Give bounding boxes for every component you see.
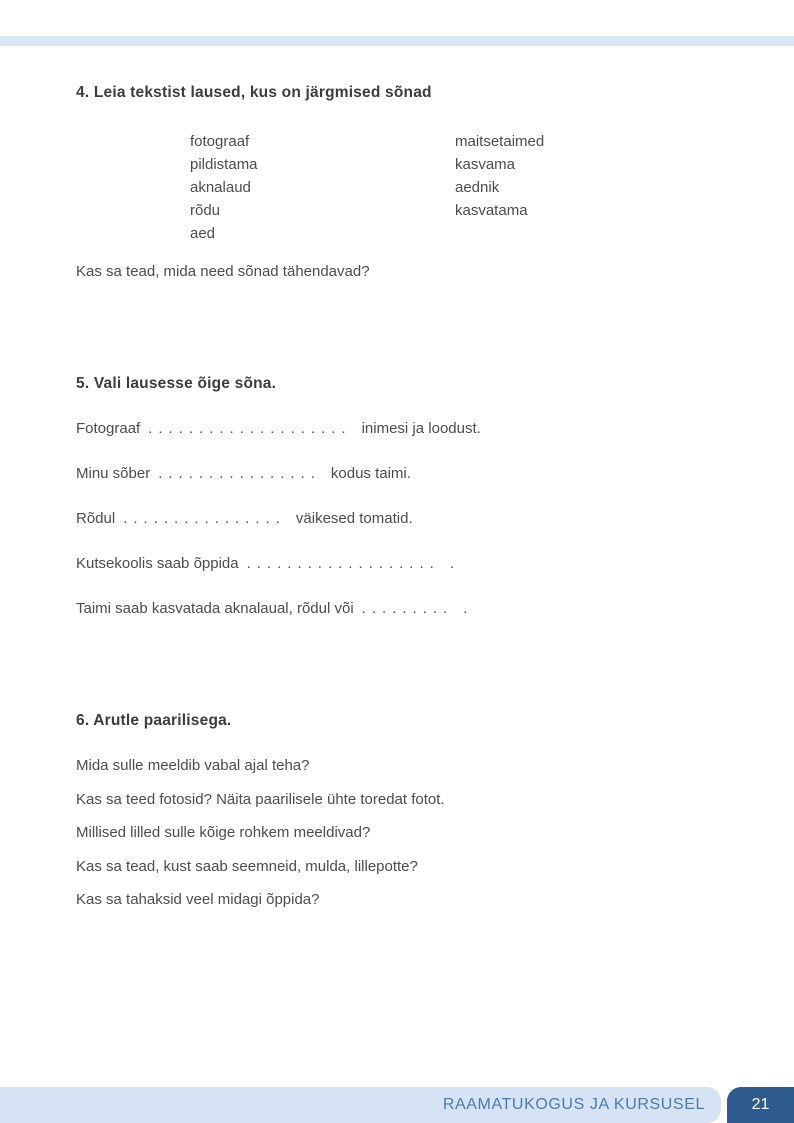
dotted-blank: ................ <box>158 465 321 482</box>
exercise5-title: 5. Vali lausesse õige sõna. <box>76 375 277 392</box>
discussion-question: Kas sa teed fotosid? Näita paarilisele ühte toredat fotot. <box>76 790 445 808</box>
sentence-before: Minu sõber <box>76 465 151 482</box>
dotted-blank: ................... <box>246 555 440 572</box>
fill-in-sentence <box>76 555 734 573</box>
discussion-question: Mida sulle meeldib vabal ajal teha? <box>76 757 310 774</box>
word-item: pildistama <box>190 156 258 173</box>
exercise4-question: Kas sa tead, mida need sõnad tähendavad? <box>76 263 370 280</box>
page-content <box>76 0 734 909</box>
word-item: maitsetaimed <box>455 133 545 150</box>
dotted-blank: ................ <box>123 510 286 527</box>
exercise4-word-list <box>190 130 734 245</box>
sentence-before: Fotograaf <box>76 420 141 437</box>
sentence-before: Taimi saab kasvatada aknalaual, rõdul või <box>76 600 354 617</box>
sentence-after: kodus taimi. <box>330 465 411 482</box>
sentence-before: Kutsekoolis saab õppida <box>76 555 239 572</box>
sentence-after: inimesi ja loodust. <box>361 420 481 437</box>
sentence-after: väikesed tomatid. <box>295 510 413 527</box>
word-item: kasvama <box>455 156 516 173</box>
word-item: rõdu <box>190 202 221 219</box>
exercise6-title: 6. Arutle paarilisega. <box>76 712 232 729</box>
fill-in-sentence <box>76 420 734 438</box>
discussion-question: Kas sa tead, kust saab seemneid, mulda, lillepotte? <box>76 857 418 875</box>
word-column-2 <box>455 130 544 245</box>
footer-chapter-label: RAAMATUKOGUS JA KURSUSEL <box>442 1096 705 1113</box>
word-item: fotograaf <box>190 133 250 150</box>
page-number-badge <box>727 1087 794 1123</box>
sentence-after: . <box>463 600 468 617</box>
sentence-after: . <box>449 555 454 572</box>
footer-chapter-band <box>0 1087 721 1123</box>
exercise4-title: 4. Leia tekstist laused, kus on järgmised sõnad <box>76 84 432 101</box>
word-item: aednik <box>455 179 500 196</box>
fill-in-sentence <box>76 510 734 528</box>
word-item: aknalaud <box>190 179 251 196</box>
word-column-1 <box>190 130 455 245</box>
fill-in-sentence <box>76 465 734 483</box>
discussion-question: Kas sa tahaksid veel midagi õppida? <box>76 891 320 908</box>
fill-in-sentence <box>76 600 734 618</box>
discussion-question: Millised lilled sulle kõige rohkem meeldivad? <box>76 824 371 841</box>
word-item: kasvatama <box>455 202 528 219</box>
dotted-blank: .................... <box>148 420 352 437</box>
page-number: 21 <box>751 1096 770 1113</box>
sentence-before: Rõdul <box>76 510 116 527</box>
dotted-blank: ......... <box>361 600 454 617</box>
word-item: aed <box>190 225 216 242</box>
